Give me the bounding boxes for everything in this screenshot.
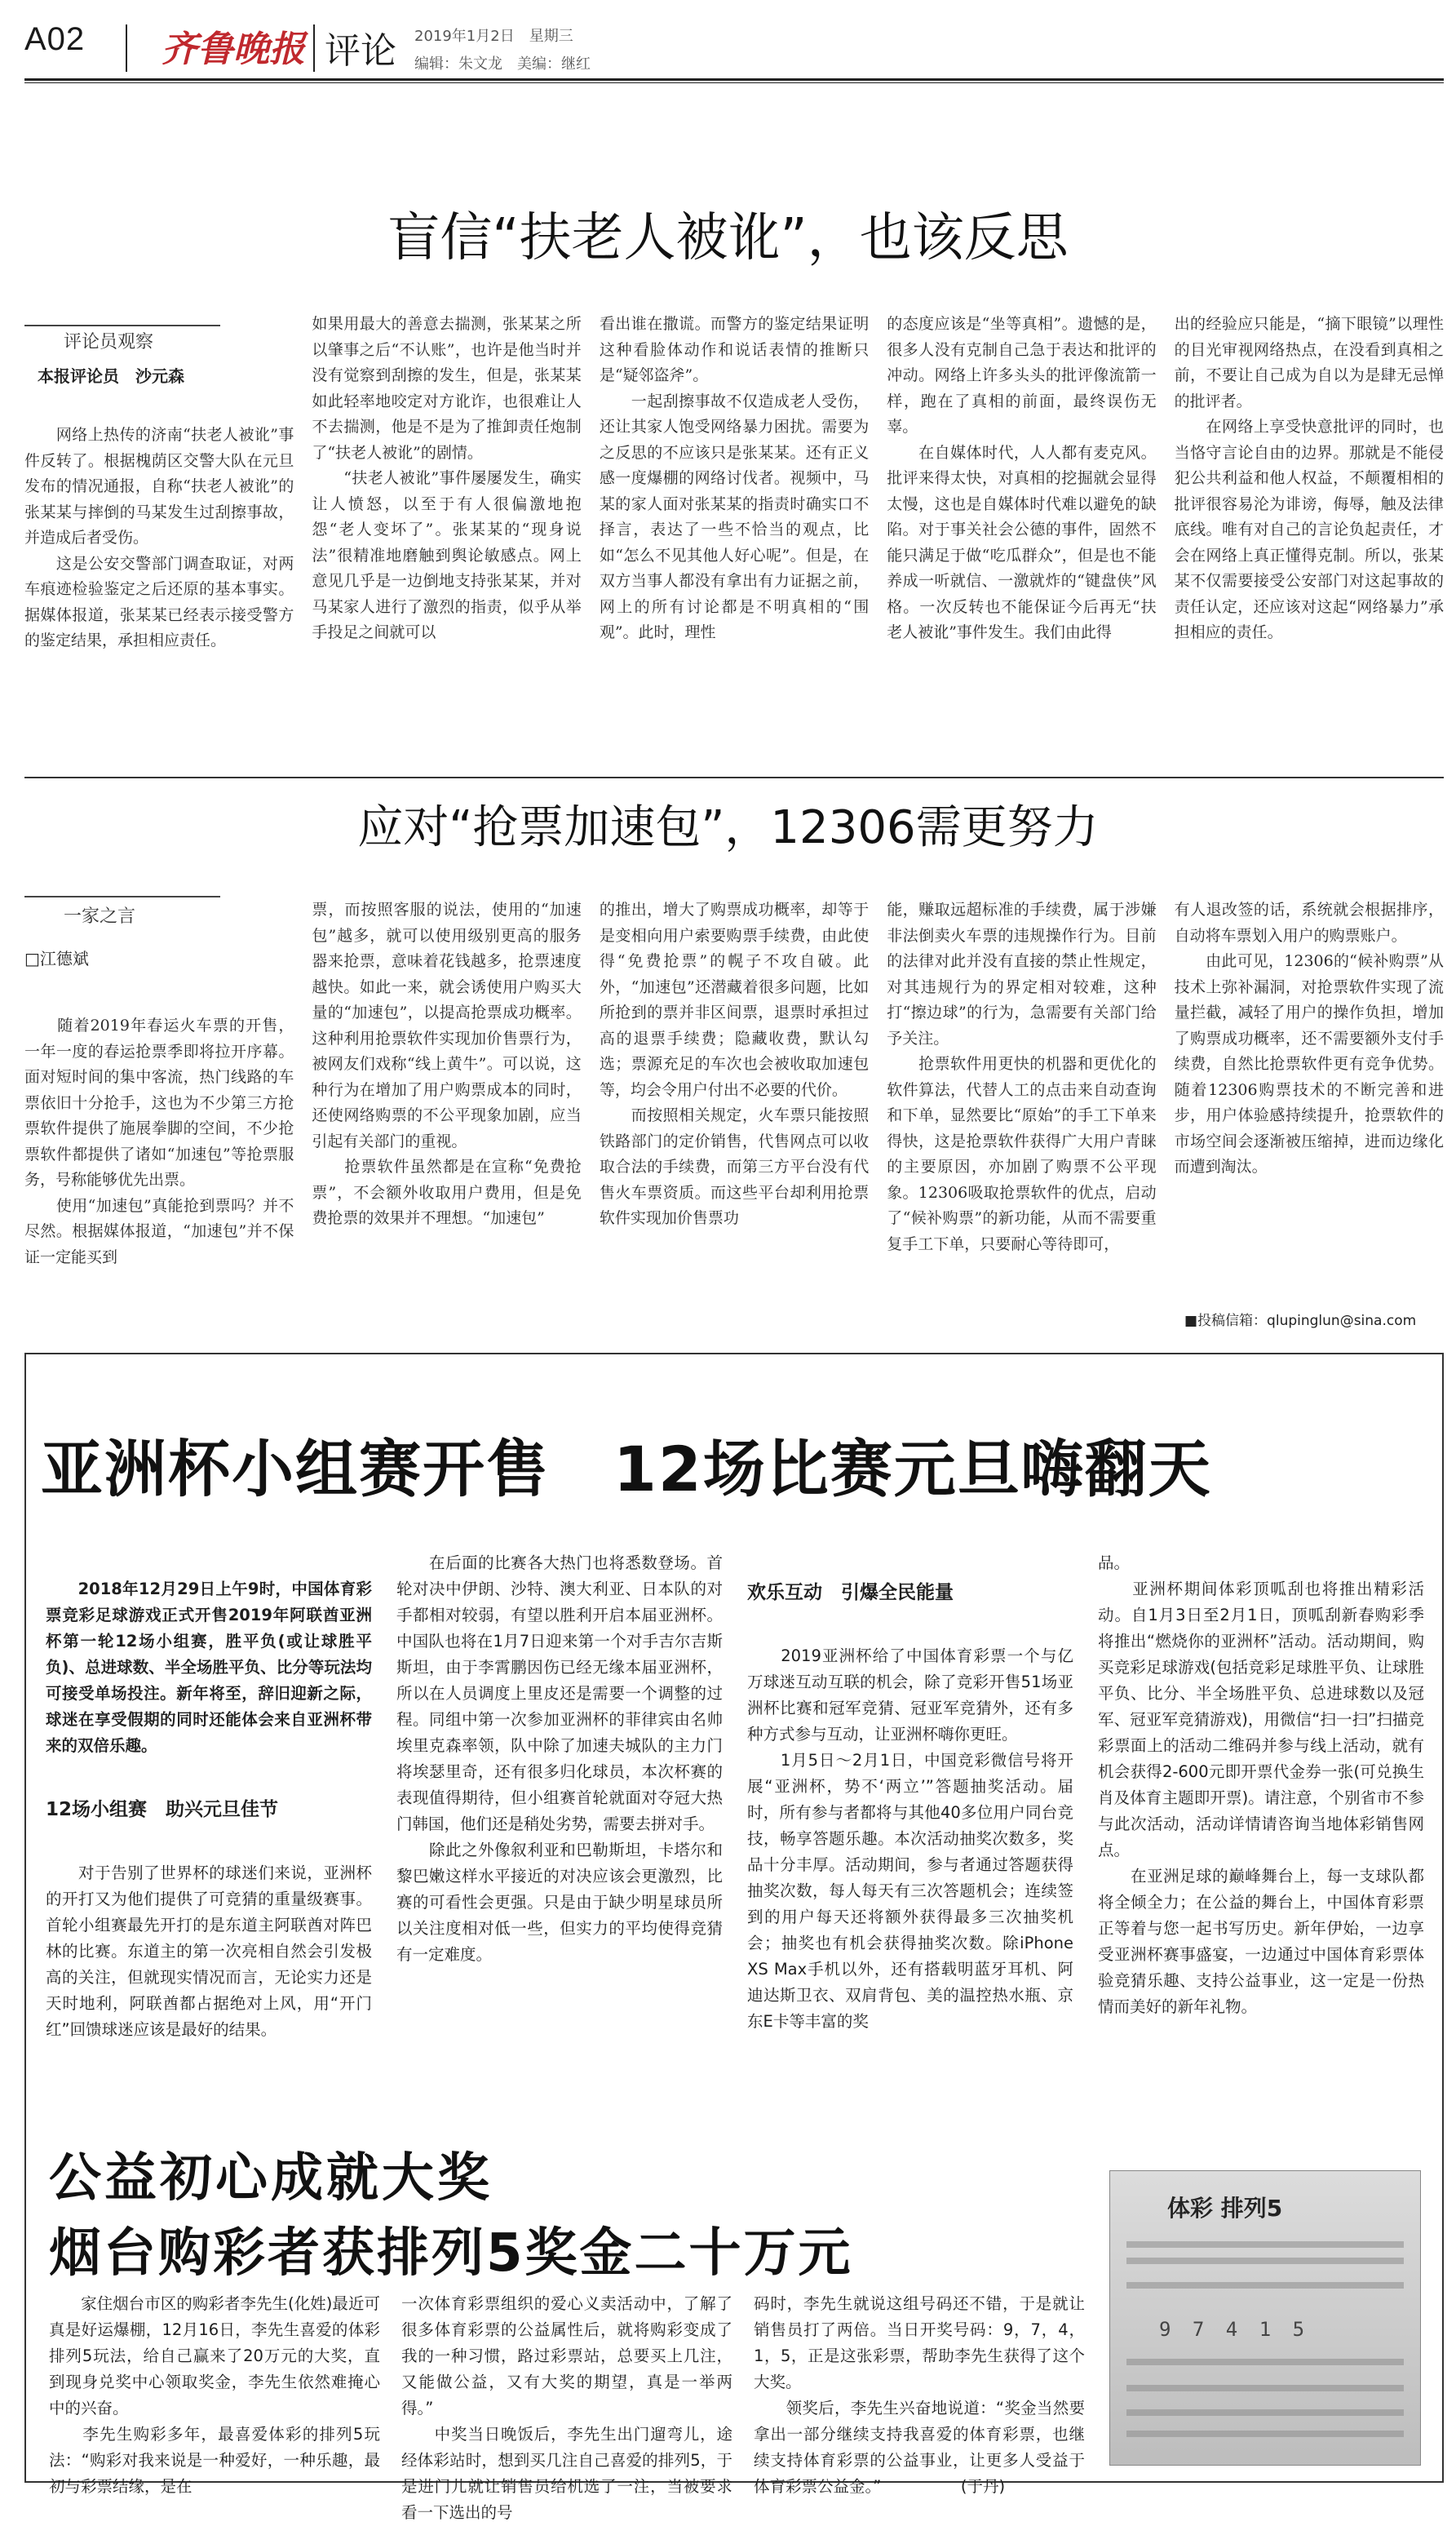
ticket-print-line [1126,2258,1404,2264]
ticket-print-line [1126,2282,1404,2289]
lottery-column: 家住烟台市区的购彩者李先生(化姓)最近可真是好运爆棚，12月16日，李先生喜爱的体彩排列5玩法，给自己赢来了20万元的大奖，直到现身兑奖中心领取奖金，李先生依然难掩心中的兴奋。 李先生购彩多年，最喜爱体彩的排列5玩法：“购彩对我来说是一种爱好，一种乐趣，最初与彩票结缘，是在 [49,2294,380,2496]
section-title: 评论 [325,30,396,72]
article1-byline: 本报评论员 沙元森 [38,366,184,386]
article1-column: 网络上热传的济南“扶老人被讹”事件反转了。根据槐荫区交警大队在元旦发布的情况通报，自称“扶老人被讹”的张某某与摔倒的马某发生过刮擦事故，并造成后者受伤。 这是公安交警部门调查取证，对两车痕迹检验鉴定之后还原的基本事实。据媒体报道，张某某已经表示接受警方的鉴定结果，承担相应责任。 [24,426,294,649]
sports-headline: 亚洲杯小组赛开售 12场比赛元旦嗨翻天 [41,1433,1212,1505]
sports-column [747,1550,1073,2129]
masthead-divider [126,24,127,72]
ticket-print-line [1126,2385,1404,2391]
article2-column: 能，赚取远超标准的手续费，属于涉嫌非法倒卖火车票的违规操作行为。目前的法律对此并没有直接的禁止性规定，对其违规行为的界定相对较难，这种打“擦边球”的行为，急需要有关部门给予关注。 抢票软件用更快的机器和更优化的软件算法，代替人工的点击来自动查询和下单，显然要比“原始”的手工下单来得快，这是抢票软件获得广大用户青睐的主要原因，亦加剧了购票不公平现象。12306吸取抢票软件的优点，启动了“候补购票”的新功能，从而不需要重复手工下单，只要耐心等待即可， [887,901,1157,1253]
masthead-divider [313,24,315,72]
contact-email: ■投稿信箱：qlupinglun@sina.com [1184,1313,1417,1329]
lottery-headline-1: 公益初心成就大奖 [49,2148,493,2209]
ticket-print-line [1126,2241,1404,2248]
lottery-column: 一次体育彩票组织的爱心义卖活动中，了解了很多体育彩票的公益属性后，就将购彩变成了我的一种习惯，路过彩票站，总要买上几注，又能做公益，又有大奖的期望，真是一举两得。” 中奖当日晚饭后，李先生出门遛弯儿，途经体彩站时，想到买几注自己喜爱的排列5，于是进门儿就让销售员给机选了一注，当被要求看一下选出的号 [401,2294,732,2522]
ticket-print-line [1126,2409,1404,2416]
article2-byline: □江德斌 [24,949,89,968]
lottery-body [49,2291,1085,2522]
article1-column: 如果用最大的善意去揣测，张某某之所以肇事之后“不认账”，也许是他当时并没有觉察到刮擦的发生，但是，张某某如此轻率地咬定对方讹诈，也很难让人不去揣测，他是不是为了推卸责任炮制了“扶老人被讹”的剧情。 “扶老人被讹”事件屡屡发生，确实让人愤怒，以至于有人很偏激地抱怨“老人变坏了”。张某某的“现身说法”很精准地磨触到舆论敏感点。网上意见几乎是一边倒地支持张某某，并对马某家人进行了激烈的指责，似乎从举手投足之间就可以 [312,315,582,641]
article1-headline: 盲信“扶老人被讹”，也该反思 [387,208,1069,268]
paper-logo: 齐鲁晚报 [162,29,305,70]
article1-column-tag: 评论员观察 [64,332,154,352]
sports-subhead: 12场小组赛 助兴元旦佳节 [46,1799,279,1820]
article1-column: 的态度应该是“坐等真相”。遗憾的是，很多人没有克制自己急于表达和批评的冲动。网络上许多头头的批评像流箭一样，跑在了真相的前面，最终误伤无辜。 在自媒体时代，人人都有麦克风。批评来得太快，对真相的挖掘就会显得太慢，这也是自媒体时代难以避免的缺陷。对于事关社会公德的事件，固然不能只满足于做“吃瓜群众”，但是也不能养成一听就信、一激就炸的“键盘侠”风格。一次反转也不能保证今后再无“扶老人被讹”事件发生。我们由此得 [887,315,1157,641]
sports-lead: 2018年12月29日上午9时，中国体育彩票竞彩足球游戏正式开售2019年阿联酋亚洲杯第一轮12场小组赛，胜平负(或让球胜平负)、总进球数、半全场胜平负、比分等玩法均可接受单场投注。新年将至，辞旧迎新之际，球迷在享受假期的同时还能体会来自亚洲杯带来的双倍乐趣。 [46,1580,372,1755]
ticket-numbers: 9 7 4 1 5 [1159,2318,1310,2341]
section-divider [24,777,1444,778]
page-code: A02 [24,21,86,57]
sports-subhead: 欢乐互动 引爆全民能量 [747,1582,954,1603]
lottery-column: 码时，李先生就说这组号码还不错，于是就让销售员打了两倍。当日开奖号码：9，7，4，1，5，正是这张彩票，帮助李先生获得了这个大奖。 领奖后，李先生兴奋地说道：“奖金当然要拿出一部分继续支持我喜爱的体育彩票，也继续支持体育彩票的公益事业，让更多人受益于体育彩票公益金。” (于丹) [754,2294,1085,2496]
ticket-title: 体彩 排列5 [1167,2195,1283,2222]
article1-column: 看出谁在撒谎。而警方的鉴定结果证明这种看脸体动作和说话表情的推断只是“疑邻盗斧”。 一起刮擦事故不仅造成老人受伤，还让其家人饱受网络暴力困扰。需要为之反思的不应该只是张某某。还有正义感一度爆棚的网络讨伐者。视频中，马某的家人面对张某某的指责时确实口不择言，表达了一些不恰当的观点，比如“怎么不见其他人好心呢”。但是，在双方当事人都没有拿出有力证据之前，网上的所有讨论都是不明真相的“围观”。此时，理性 [599,315,870,641]
ticket-print-line [1126,2359,1404,2365]
masthead-rule-thin [24,82,1444,83]
article2-column-tag: 一家之言 [64,906,136,927]
sports-column: 在后面的比赛各大热门也将悉数登场。首轮对决中伊朗、沙特、澳大利亚、日本队的对手都相对较弱，有望以胜利开启本届亚洲杯。中国队也将在1月7日迎来第一个对手吉尔吉斯斯坦，由于李霄鹏因伤已经无缘本届亚洲杯，所以在人员调度上里皮还是需要一个调整的过程。同组中第一次参加亚洲杯的菲律宾由名帅埃里克森率领，队中除了加速夫城队的主力门将埃瑟里奇，还有很多归化球员，本次杯赛的表现值得期待，但小组赛首轮就面对夺冠大热门韩国，他们还是稍处劣势，需要去拼对手。 除此之外像叙利亚和巴勒斯坦，卡塔尔和黎巴嫩这样水平接近的对决应该会更激烈，比赛的可看性会更强。只是由于缺少明星球员所以关注度相对低一些，但实力的平均使得竞猜有一定难度。 [396,1553,723,1964]
article2-column: 票，而按照客服的说法，使用的“加速包”越多，就可以使用级别更高的服务器来抢票，意味着花钱越多，抢票速度越快。如此一来，就会诱使用户购买大量的“加速包”，以提高抢票成功概率。这种利用抢票软件实现加价售票行为，被网友们戏称“线上黄牛”。可以说，这种行为在增加了用户购票成本的同时，还使网络购票的不公平现象加剧，应当引起有关部门的重视。 抢票软件虽然都是在宣称“免费抢票”，不会额外收取用户费用，但是免费抢票的效果并不理想。“加速包” [312,901,582,1227]
sports-body [46,1550,1424,2129]
article2-column: 的推出，增大了购票成功概率，却等于是变相向用户索要购票手续费，由此使得“免费抢票”的幌子不攻自破。此外，“加速包”还潜藏着很多问题，比如所抢到的票并非区间票，退票时承担过高的退票手续费；隐藏收费，默认勾选；票源充足的车次也会被收取加速包等，均会令用户付出不必要的代价。 而按照相关规定，火车票只能按照铁路部门的定价销售，代售网点可以收取合法的手续费，而第三方平台没有代售火车票资质。而这些平台却利用抢票软件实现加价售票功 [599,901,870,1227]
sports-column [46,1550,372,2129]
article1-column: 出的经验应只能是，“摘下眼镜”以理性的目光审视网络热点，在没看到真相之前，不要让自己成为自以为是肆无忌惮的批评者。 在网络上享受快意批评的同时，也当恪守言论自由的边界。那就是不能侵犯公共利益和他人权益，不颠覆相相的批评很容易沦为诽谤，侮辱，触及法律底线。唯有对自己的言论负起责任，才会在网络上真正懂得克制。所以，张某某不仅需要接受公安部门对这起事故的责任认定，还应该对这起“网络暴力”承担相应的责任。 [1174,315,1445,641]
lottery-headline-2: 烟台购彩者获排列5奖金二十万元 [49,2223,853,2284]
masthead-rule [24,78,1444,81]
masthead [24,13,1444,78]
editors-line: 编辑：朱文龙 美编：继红 [414,55,591,73]
article2-column: 随着2019年春运火车票的开售，一年一度的春运抢票季即将拉开序幕。面对短时间的集中客流，热门线路的车票依旧十分抢手，这也为不少第三方抢票软件提供了施展拳脚的空间，不少抢票软件都提供了诸如“加速包”等抢票服务，号称能够优先出票。 使用“加速包”真能抢到票吗？并不尽然。根据媒体报道，“加速包”并不保证一定能买到 [24,1017,294,1266]
sports-column: 品。 亚洲杯期间体彩顶呱刮也将推出精彩活动。自1月3日至2月1日，顶呱刮新春购彩季将推出“燃烧你的亚洲杯”活动。活动期间，购买竞彩足球游戏(包括竞彩足球胜平负、让球胜平负、比分、半全场胜平负、总进球数以及冠军、冠亚军竞猜游戏)，用微信“扫一扫”扫描竞彩票面上的活动二维码并参与线上活动，就有机会获得2-600元即开票代金券一张(可兑换生肖及体育主题即开票)。请注意，个别省市不参与此次活动，活动详情请咨询当地体彩销售网点。 在亚洲足球的巅峰舞台上，每一支球队都将全倾全力；在公益的舞台上，中国体育彩票正等着与您一起书写历史。新年伊始，一边享受亚洲杯赛事盛宴，一边通过中国体育彩票体验竞猜乐趣、支持公益事业，这一定是一份热情而美好的新年礼物。 [1098,1553,1424,2016]
sports-text: 对于告别了世界杯的球迷们来说，亚洲杯的开打又为他们提供了可竞猜的重量级赛事。首轮小组赛最先开打的是东道主阿联酋对阵巴林的比赛。东道主的第一次亮相自然会引发极高的关注，但就现实情况而言，无论实力还是天时地利，阿联酋都占据绝对上风，用“开门红”回馈球迷应该是最好的结果。 [46,1863,372,2039]
lottery-ticket-image [1109,2170,1421,2466]
issue-date: 2019年1月2日 星期三 [414,28,573,45]
article1-tag-block [24,325,220,387]
article2-body [24,897,1444,1336]
sports-text: 2019亚洲杯给了中国体育彩票一个与亿万球迷互动互联的机会，除了竞彩开售51场亚洲杯比赛和冠军竞猜、冠亚军竞猜外，还有多种方式参与互动，让亚洲杯嗨你更旺。 1月5日～2月1日，中国竞彩微信号将开展“亚洲杯，势不‘两立’”答题抽奖活动。届时，所有参与者都将与其他40多位用户同台竞技，畅享答题乐趣。本次活动抽奖次数多，奖品十分丰厚。活动期间，参与者通过答题获得抽奖次数，每人每天有三次答题机会；连续签到的用户每天还将额外获得最多三次抽奖机会；抽奖也有机会获得抽奖次数。除iPhone XS Max手机以外，还有搭载明蓝牙耳机、阿迪达斯卫衣、双肩背包、美的温控热水瓶、京东E卡等丰富的奖 [747,1646,1073,2031]
tag-rule [24,325,220,326]
ticket-print-line [1126,2431,1404,2437]
article2-headline: 应对“抢票加速包”，12306需更努力 [357,801,1099,854]
article2-column: 有人退改签的话，系统就会根据排序，自动将车票划入用户的购票账户。 由此可见，12306的“候补购票”从技术上弥补漏洞，对抢票软件实现了流量拦截，减轻了用户的操作负担，增加了购票成功概率，还不需要额外支付手续费，自然比抢票软件更有竞争优势。随着12306购票技术的不断完善和进步，用户体验感持续提升，抢票软件的市场空间会逐渐被压缩掉，进而边缘化而遭到淘汰。 [1174,901,1445,1176]
